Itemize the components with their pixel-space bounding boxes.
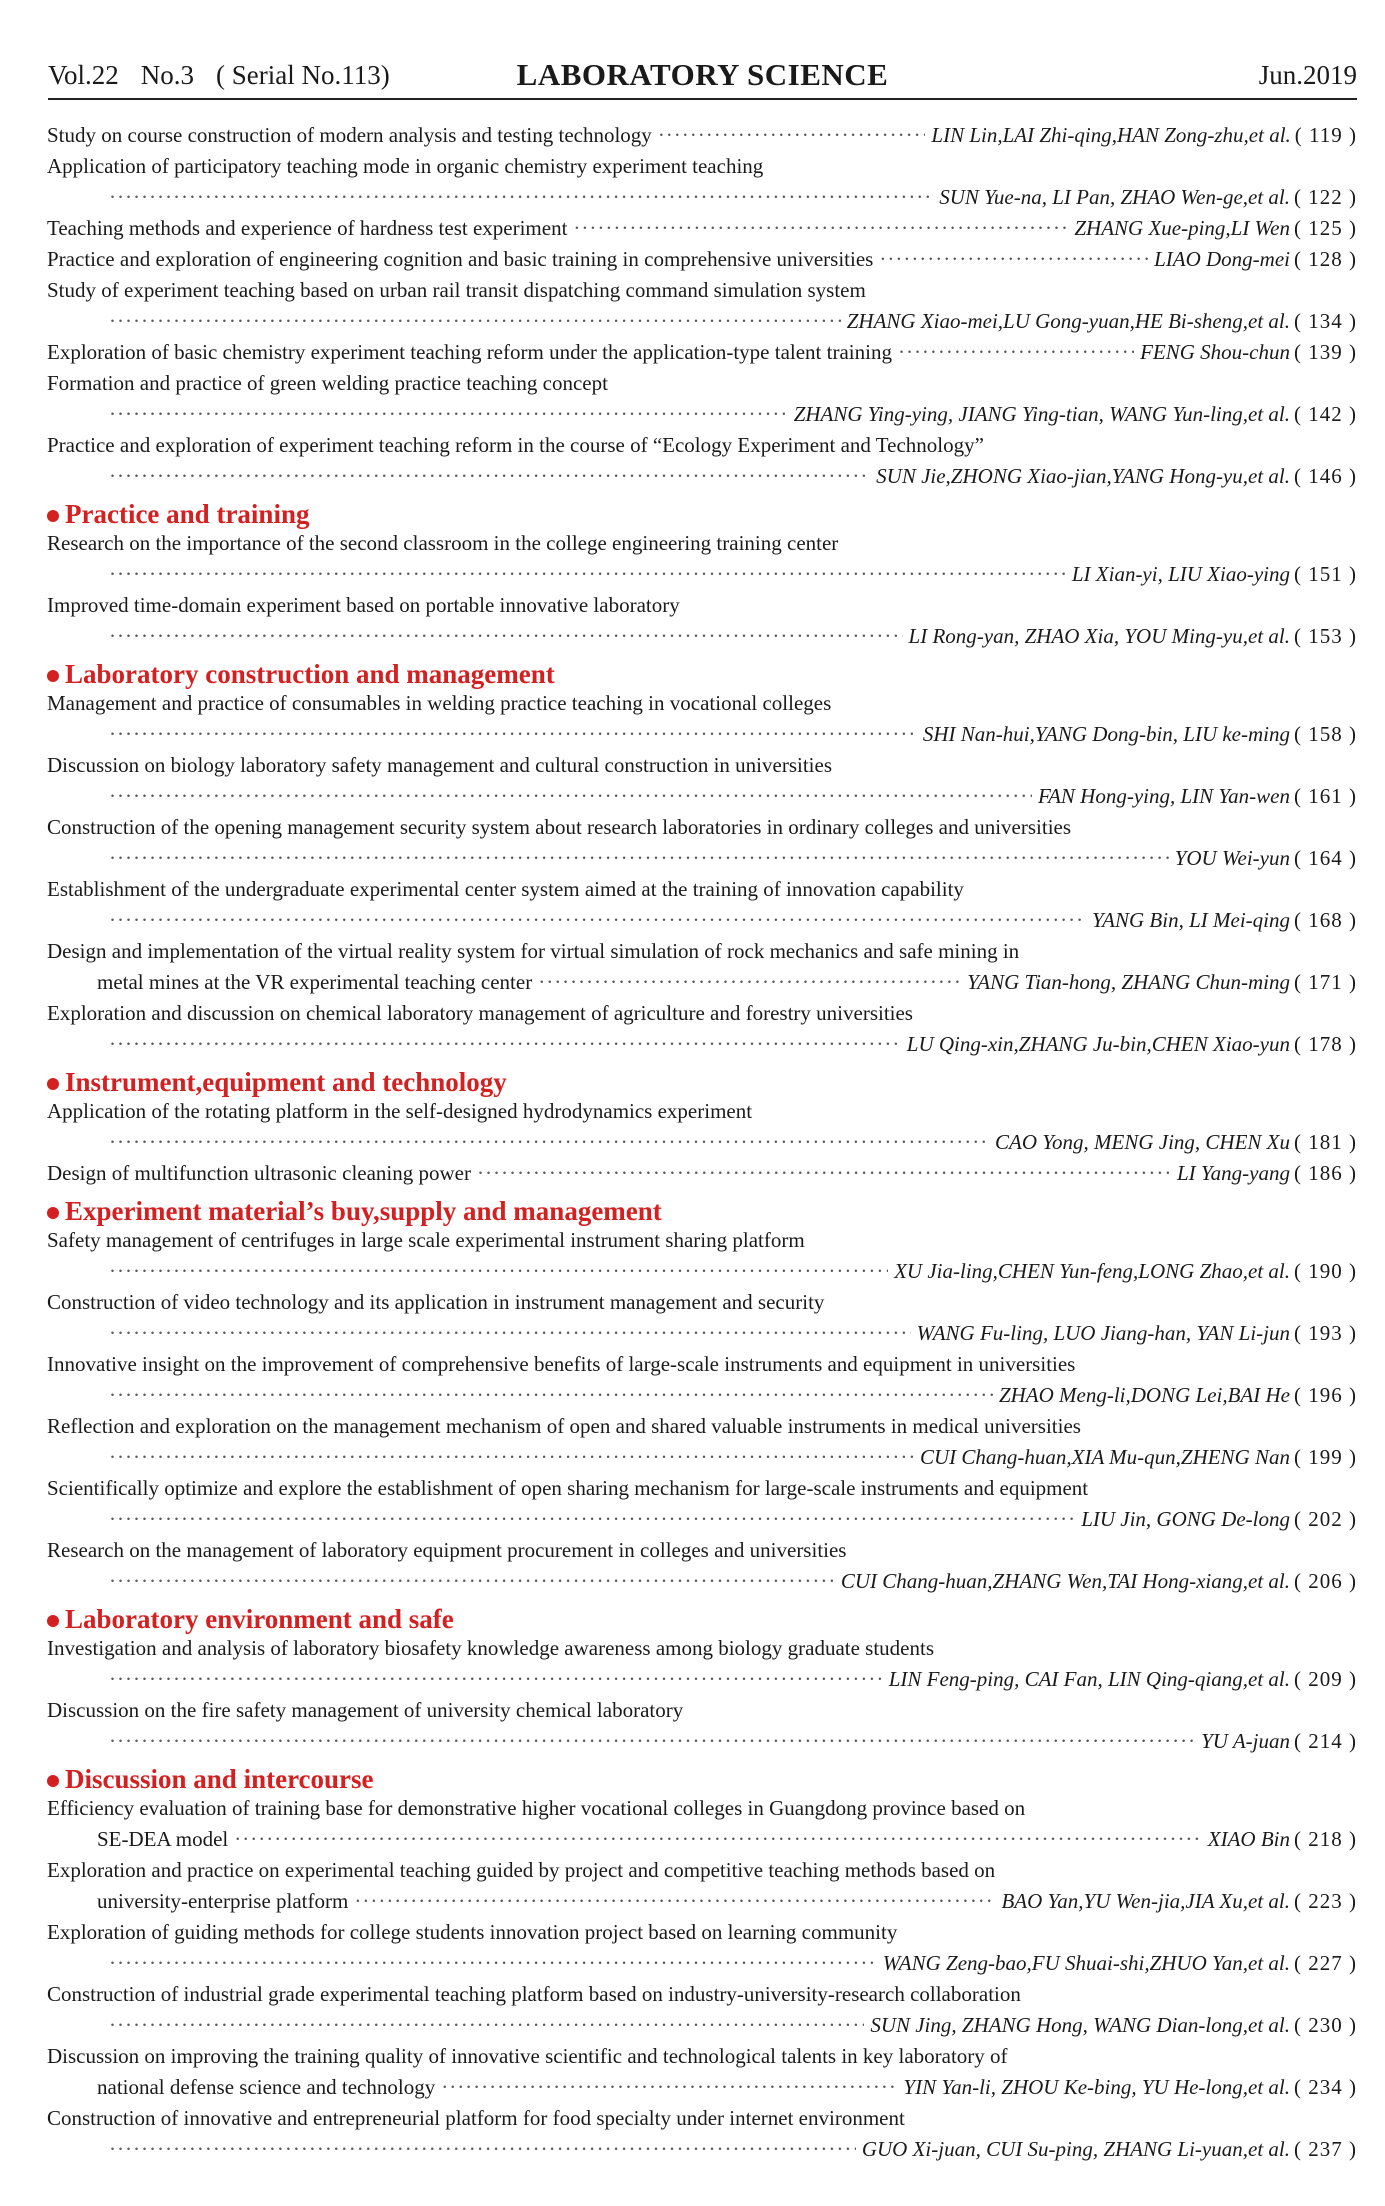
entry-authors: CUI Chang-huan,ZHANG Wen,TAI Hong-xiang,et al. [840,1569,1290,1593]
entry-line [47,1824,1357,1855]
entry-line [47,1318,1357,1349]
dot-leader [109,1504,1075,1535]
entry-line [47,2134,1357,2165]
entry-line [47,1793,1357,1824]
entry-title: Construction of video technology and its application in instrument management and security [47,1290,825,1314]
toc-entry[interactable] [47,2041,1357,2103]
issue-date: Jun.2019 [1258,59,1357,90]
serial-number: ( Serial No.113) [216,59,390,90]
dot-leader [109,781,1032,812]
entry-page: ( 161 ) [1294,784,1357,808]
entry-page: ( 237 ) [1294,2137,1357,2161]
entry-title: Improved time-domain experiment based on portable innovative laboratory [47,593,680,617]
entry-line [47,151,1357,182]
entry-line [47,1695,1357,1726]
toc-entry[interactable] [47,750,1357,812]
entry-authors: GUO Xi-juan, CUI Su-ping, ZHANG Li-yuan,et al. [861,2137,1290,2161]
toc-entry[interactable] [47,1349,1357,1411]
entry-page: ( 196 ) [1294,1383,1357,1407]
entry-line [47,1633,1357,1664]
entry-page: ( 164 ) [1294,846,1357,870]
entry-title: Practice and exploration of experiment teaching reform in the course of “Ecology Experiment and Technology” [47,433,984,457]
entry-line [47,998,1357,1029]
entry-authors: XU Jia-ling,CHEN Yun-feng,LONG Zhao,et al. [894,1259,1290,1283]
dot-leader [898,337,1134,368]
dot-leader [109,182,933,213]
toc-entry[interactable] [47,368,1357,430]
entry-line [47,430,1357,461]
entry-line [47,528,1357,559]
dot-leader [109,621,903,652]
entry-line [47,812,1357,843]
dot-leader [109,1442,914,1473]
toc-entry[interactable] [47,151,1357,213]
entry-authors: YANG Bin, LI Mei-qing [1091,908,1290,932]
entry-authors: XIAO Bin [1207,1827,1290,1851]
toc-entry[interactable] [47,213,1357,244]
entry-line [47,1726,1357,1757]
entry-authors: YU A-juan [1201,1729,1290,1753]
entry-line [47,750,1357,781]
entry-title: Exploration of basic chemistry experiment teaching reform under the application-type talent training [47,340,892,364]
dot-leader [109,1127,989,1158]
entry-title: Investigation and analysis of laboratory biosafety knowledge awareness among biology graduate students [47,1636,935,1660]
entry-title: Exploration and discussion on chemical laboratory management of agriculture and forestry universities [47,1001,913,1025]
entry-title: Management and practice of consumables in welding practice teaching in vocational colleges [47,691,832,715]
entry-line [47,1504,1357,1535]
entry-line [47,1411,1357,1442]
entry-title: Study on course construction of modern analysis and testing technology [47,123,652,147]
entry-authors: LIAO Dong-mei [1154,247,1290,271]
entry-line [47,1886,1357,1917]
entry-title-continued: university-enterprise platform [97,1889,349,1913]
entry-line [47,275,1357,306]
entry-page: ( 218 ) [1294,1827,1357,1851]
entry-page: ( 214 ) [1294,1729,1357,1753]
entry-line [47,1664,1357,1695]
dot-leader [354,1886,995,1917]
entry-page: ( 146 ) [1294,464,1357,488]
bullet-icon [47,1615,59,1627]
toc-entry[interactable] [47,1917,1357,1979]
entry-title: Safety management of centrifuges in large scale experimental instrument sharing platform [47,1228,805,1252]
entry-line [47,1029,1357,1060]
entry-title-continued: national defense science and technology [97,2075,436,2099]
entry-title: Discussion on improving the training quality of innovative scientific and technological talents in key laboratory of [47,2044,1008,2068]
entry-authors: LIN Feng-ping, CAI Fan, LIN Qing-qiang,et al. [888,1667,1290,1691]
toc-entry[interactable] [47,1096,1357,1158]
dot-leader [658,120,926,151]
entry-line [47,244,1357,275]
entry-line [47,1473,1357,1504]
entry-line [47,1979,1357,2010]
entry-line [47,2010,1357,2041]
section-heading [47,1757,1357,1793]
entry-authors: ZHANG Ying-ying, JIANG Ying-tian, WANG Yun-ling,et al. [793,402,1290,426]
dot-leader [109,1664,883,1695]
entry-line [47,1256,1357,1287]
toc-entry[interactable] [47,1633,1357,1695]
entry-title: Application of participatory teaching mode in organic chemistry experiment teaching [47,154,764,178]
entry-line [47,399,1357,430]
dot-leader [573,213,1068,244]
dot-leader [538,967,961,998]
entry-authors: WANG Fu-ling, LUO Jiang-han, YAN Li-jun [916,1321,1290,1345]
toc-entry[interactable] [47,936,1357,998]
entry-page: ( 199 ) [1294,1445,1357,1469]
section-heading [47,1060,1357,1096]
entry-page: ( 122 ) [1294,185,1357,209]
entry-page: ( 153 ) [1294,624,1357,648]
toc-entry[interactable] [47,590,1357,652]
entry-authors: LI Xian-yi, LIU Xiao-ying [1071,562,1290,586]
entry-title: Construction of innovative and entrepreneurial platform for food specialty under internet environment [47,2106,905,2130]
toc-entry[interactable] [47,688,1357,750]
entry-line [47,213,1357,244]
entry-page: ( 171 ) [1294,970,1357,994]
entry-line [47,2072,1357,2103]
section-heading [47,1189,1357,1225]
entry-line [47,120,1357,151]
entry-page: ( 158 ) [1294,722,1357,746]
entry-authors: ZHAO Meng-li,DONG Lei,BAI He [998,1383,1290,1407]
dot-leader [109,559,1066,590]
dot-leader [109,905,1086,936]
dot-leader [441,2072,897,2103]
entry-authors: FAN Hong-ying, LIN Yan-wen [1037,784,1290,808]
section-label: Laboratory environment and safe [65,1604,454,1634]
dot-leader [109,399,788,430]
entry-page: ( 206 ) [1294,1569,1357,1593]
entry-title: Teaching methods and experience of hardness test experiment [47,216,568,240]
entry-authors: CUI Chang-huan,XIA Mu-qun,ZHENG Nan [919,1445,1290,1469]
entry-title-continued: metal mines at the VR experimental teaching center [97,970,533,994]
entry-line [47,843,1357,874]
issue-info [48,60,412,91]
entry-authors: YIN Yan-li, ZHOU Ke-bing, YU He-long,et al. [903,2075,1290,2099]
dot-leader [109,306,841,337]
entry-authors: SUN Jing, ZHANG Hong, WANG Dian-long,et al. [870,2013,1290,2037]
entry-line [47,719,1357,750]
section-heading [47,1597,1357,1633]
entry-authors: CAO Yong, MENG Jing, CHEN Xu [995,1130,1290,1154]
entry-line [47,905,1357,936]
entry-page: ( 151 ) [1294,562,1357,586]
entry-authors: BAO Yan,YU Wen-jia,JIA Xu,et al. [1001,1889,1290,1913]
dot-leader [234,1824,1202,1855]
section-label: Practice and training [65,499,310,529]
section-label: Laboratory construction and management [65,659,555,689]
dot-leader [109,719,917,750]
entry-page: ( 128 ) [1294,247,1357,271]
entry-title: Practice and exploration of engineering cognition and basic training in comprehensive universities [47,247,874,271]
toc-entry[interactable] [47,998,1357,1060]
entry-title: Research on the management of laboratory equipment procurement in colleges and universities [47,1538,847,1562]
entry-line [47,1287,1357,1318]
dot-leader [109,1566,835,1597]
toc-entry[interactable] [47,1979,1357,2041]
entry-title: Innovative insight on the improvement of comprehensive benefits of large-scale instruments and equipment in universities [47,1352,1076,1376]
toc-entry[interactable] [47,244,1357,275]
toc-entry[interactable] [47,812,1357,874]
entry-page: ( 193 ) [1294,1321,1357,1345]
entry-page: ( 134 ) [1294,309,1357,333]
entry-line [47,182,1357,213]
entry-title: Exploration and practice on experimental teaching guided by project and competitive teaching methods based on [47,1858,996,1882]
entry-title: Efficiency evaluation of training base for demonstrative higher vocational colleges in Guangdong province based on [47,1796,1026,1820]
entry-line [47,306,1357,337]
entry-title: Construction of industrial grade experimental teaching platform based on industry-university-research collaboration [47,1982,1021,2006]
dot-leader [109,1256,888,1287]
entry-line [47,1380,1357,1411]
entry-line [47,1917,1357,1948]
toc-entry[interactable] [47,1225,1357,1287]
entry-line [47,621,1357,652]
section-heading [47,652,1357,688]
number: No.3 [140,59,195,90]
entry-page: ( 125 ) [1294,216,1357,240]
section-heading [47,492,1357,528]
entry-title: Discussion on the fire safety management of university chemical laboratory [47,1698,684,1722]
entry-line [47,368,1357,399]
dot-leader [109,2134,856,2165]
section-label: Experiment material’s buy,supply and management [65,1196,662,1226]
toc-entry[interactable] [47,2103,1357,2165]
bullet-icon [47,1078,59,1090]
entry-page: ( 223 ) [1294,1889,1357,1913]
entry-line [47,967,1357,998]
entry-title: Application of the rotating platform in the self-designed hydrodynamics experiment [47,1099,753,1123]
entry-title: Discussion on biology laboratory safety management and cultural construction in universities [47,753,832,777]
entry-title: Establishment of the undergraduate experimental center system aimed at the training of innovation capability [47,877,964,901]
dot-leader [109,461,870,492]
entry-title: Scientifically optimize and explore the establishment of open sharing mechanism for large-scale instruments and equipment [47,1476,1089,1500]
entry-line [47,590,1357,621]
entry-line [47,1158,1357,1189]
entry-authors: SUN Yue-na, LI Pan, ZHAO Wen-ge,et al. [939,185,1290,209]
toc-entry[interactable] [47,337,1357,368]
entry-line [47,936,1357,967]
entry-line [47,1855,1357,1886]
dot-leader [109,843,1169,874]
toc-entry[interactable] [47,430,1357,492]
entry-line [47,781,1357,812]
entry-page: ( 190 ) [1294,1259,1357,1283]
entry-line [47,1096,1357,1127]
bullet-icon [47,510,59,522]
entry-authors: LIN Lin,LAI Zhi-qing,HAN Zong-zhu,et al. [931,123,1291,147]
dot-leader [109,2010,864,2041]
entry-line [47,337,1357,368]
entry-authors: LI Yang-yang [1177,1161,1290,1185]
entry-page: ( 119 ) [1294,123,1357,147]
entry-authors: SHI Nan-hui,YANG Dong-bin, LIU ke-ming [922,722,1290,746]
entry-line [47,1535,1357,1566]
dot-leader [109,1029,901,1060]
entry-line [47,1948,1357,1979]
toc-entry[interactable] [47,1158,1357,1189]
entry-title: Design of multifunction ultrasonic cleaning power [47,1161,471,1185]
bullet-icon [47,1775,59,1787]
entry-page: ( 139 ) [1294,340,1357,364]
bullet-icon [47,1207,59,1219]
toc-entry[interactable] [47,874,1357,936]
table-of-contents [47,120,1357,2165]
toc-entry[interactable] [47,1287,1357,1349]
entry-line [47,1566,1357,1597]
entry-authors: WANG Zeng-bao,FU Shuai-shi,ZHUO Yan,et al. [882,1951,1290,1975]
entry-title-continued: SE-DEA model [97,1827,229,1851]
toc-entry[interactable] [47,1793,1357,1855]
section-label: Discussion and intercourse [65,1764,374,1794]
entry-page: ( 234 ) [1294,2075,1357,2099]
entry-authors: ZHANG Xiao-mei,LU Gong-yuan,HE Bi-sheng,et al. [846,309,1290,333]
entry-page: ( 202 ) [1294,1507,1357,1531]
entry-authors: LI Rong-yan, ZHAO Xia, YOU Ming-yu,et al. [908,624,1290,648]
toc-entry[interactable] [47,1411,1357,1473]
entry-title: Reflection and exploration on the management mechanism of open and shared valuable instruments in medical universities [47,1414,1081,1438]
entry-line [47,2103,1357,2134]
entry-authors: ZHANG Xue-ping,LI Wen [1074,216,1290,240]
dot-leader [109,1380,993,1411]
entry-page: ( 168 ) [1294,908,1357,932]
entry-line [47,1349,1357,1380]
bullet-icon [47,670,59,682]
entry-page: ( 227 ) [1294,1951,1357,1975]
entry-page: ( 181 ) [1294,1130,1357,1154]
entry-page: ( 178 ) [1294,1032,1357,1056]
entry-page: ( 186 ) [1294,1161,1357,1185]
entry-title: Design and implementation of the virtual reality system for virtual simulation of rock mechanics and safe mining in [47,939,1020,963]
entry-line [47,1127,1357,1158]
entry-line [47,688,1357,719]
entry-line [47,559,1357,590]
toc-entry[interactable] [47,275,1357,337]
dot-leader [109,1318,911,1349]
entry-authors: LIU Jin, GONG De-long [1081,1507,1290,1531]
dot-leader [477,1158,1171,1189]
entry-authors: LU Qing-xin,ZHANG Ju-bin,CHEN Xiao-yun [906,1032,1290,1056]
entry-line [47,1442,1357,1473]
journal-title: LABORATORY SCIENCE [516,57,889,92]
entry-title: Formation and practice of green welding practice teaching concept [47,371,608,395]
dot-leader [109,1726,1195,1757]
entry-authors: SUN Jie,ZHONG Xiao-jian,YANG Hong-yu,et al. [876,464,1290,488]
toc-entry[interactable] [47,1473,1357,1535]
section-label: Instrument,equipment and technology [65,1067,507,1097]
toc-entry[interactable] [47,528,1357,590]
page-header [48,52,1357,100]
entry-authors: YOU Wei-yun [1174,846,1290,870]
entry-title: Construction of the opening management security system about research laboratories in ordinary colleges and universities [47,815,1072,839]
toc-entry[interactable] [47,1695,1357,1757]
dot-leader [879,244,1148,275]
entry-page: ( 209 ) [1294,1667,1357,1691]
entry-title: Research on the importance of the second classroom in the college engineering training center [47,531,839,555]
entry-line [47,461,1357,492]
entry-line [47,2041,1357,2072]
entry-page: ( 142 ) [1294,402,1357,426]
dot-leader [109,1948,877,1979]
toc-entry[interactable] [47,120,1357,151]
entry-title: Exploration of guiding methods for college students innovation project based on learning community [47,1920,898,1944]
entry-line [47,874,1357,905]
toc-entry[interactable] [47,1855,1357,1917]
entry-authors: YANG Tian-hong, ZHANG Chun-ming [967,970,1290,994]
entry-line [47,1225,1357,1256]
toc-entry[interactable] [47,1535,1357,1597]
entry-authors: FENG Shou-chun [1140,340,1290,364]
entry-title: Study of experiment teaching based on urban rail transit dispatching command simulation system [47,278,866,302]
volume: Vol.22 [48,59,119,90]
entry-page: ( 230 ) [1294,2013,1357,2037]
